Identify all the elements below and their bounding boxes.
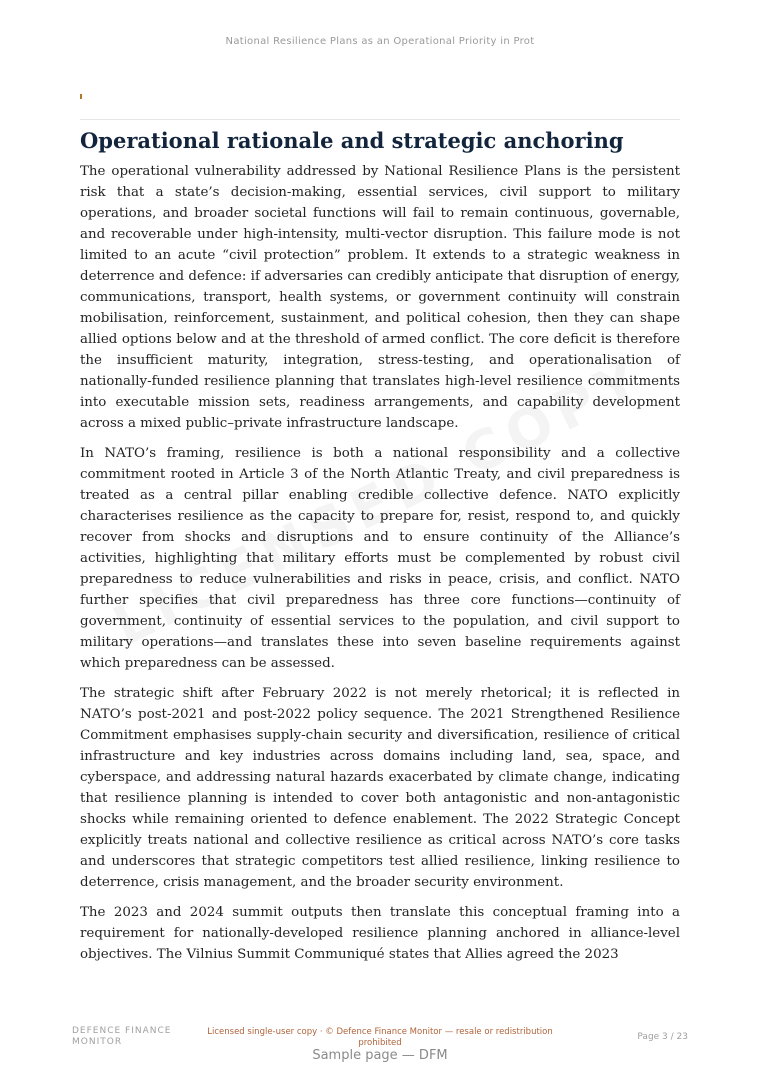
license-line-2: prohibited [358, 1038, 402, 1048]
paragraph: The 2023 and 2024 summit outputs then translate this conceptual framing into a requirement for nationally-developed resilience planning anchored in alliance-level objectives. The Vilnius Summit Communiqué states that Allies agreed the 2023 [80, 905, 680, 962]
publisher-line-1: DEFENCE FINANCE [72, 1026, 172, 1036]
running-header: National Resilience Plans as an Operational Priority in Prot [225, 36, 535, 47]
paragraph: The strategic shift after February 2022 is not merely rhetorical; it is reflected in NATO’s post-2021 and post-2022 policy sequence. The 2021 Strengthened Resilience Commitment emphasises supply-chain security and diversification, resilience of critical infrastructure and key industries across domains including land, sea, space, and cyberspace, and addressing natural hazards exacerbated by climate change, indicating that resilience planning is intended to cover both antagonistic and non-antagonistic shocks while remaining oriented to defence enablement. The 2022 Strategic Concept explicitly treats national and collective resilience as critical across NATO’s core tasks and underscores that strategic competitors test allied resilience, linking resilience to deterrence, crisis management, and the broader security environment. [80, 686, 680, 890]
paragraph: The operational vulnerability addressed by National Resilience Plans is the persistent risk that a state’s decision-making, essential services, civil support to military operations, and broader societal functions will fail to remain continuous, governable, and recoverable under high-intensity, multi-vector disruption. This failure mode is not limited to an acute “civil protection” problem. It extends to a strategic weakness in deterrence and defence: if adversaries can credibly anticipate that disruption of energy, communications, transport, health systems, or government continuity will constrain mobilisation, reinforcement, sustainment, and political cohesion, then they can shape allied options below and at the threshold of armed conflict. The core deficit is therefore the insufficient maturity, integration, stress-testing, and operationalisation of nationally-funded resilience planning that translates high-level resilience commitments into executable mission sets, readiness arrangements, and capability development across a mixed public–private infrastructure landscape. [80, 164, 680, 431]
section-title: Operational rationale and strategic anchoring [80, 128, 624, 153]
accent-marker [80, 94, 82, 99]
page-number: Page 3 / 23 [637, 1032, 688, 1042]
license-notice [200, 1027, 560, 1049]
publisher-name [72, 1026, 171, 1048]
paragraph: In NATO’s framing, resilience is both a national responsibility and a collective commitment rooted in Article 3 of the North Atlantic Treaty, and civil preparedness is treated as a central pillar enabling credible collective defence. NATO explicitly characterises resilience as the capacity to prepare for, resist, respond to, and quickly recover from shocks and disruptions and to ensure continuity of the Alliance’s activities, highlighting that military efforts must be complemented by robust civil preparedness to reduce vulnerabilities and risks in peace, crisis, and conflict. NATO further specifies that civil preparedness has three core functions—continuity of government, continuity of essential services to the population, and civil support to military operations—and translates these into seven baseline requirements against which preparedness can be assessed. [80, 446, 680, 671]
sample-page-label: Sample page — DFM [312, 1048, 448, 1063]
main-content [80, 128, 680, 974]
header-divider [80, 119, 680, 120]
publisher-line-2: MONITOR [72, 1037, 123, 1047]
license-line-1: Licensed single-user copy · © Defence Finance Monitor — resale or redistribution [207, 1027, 553, 1037]
